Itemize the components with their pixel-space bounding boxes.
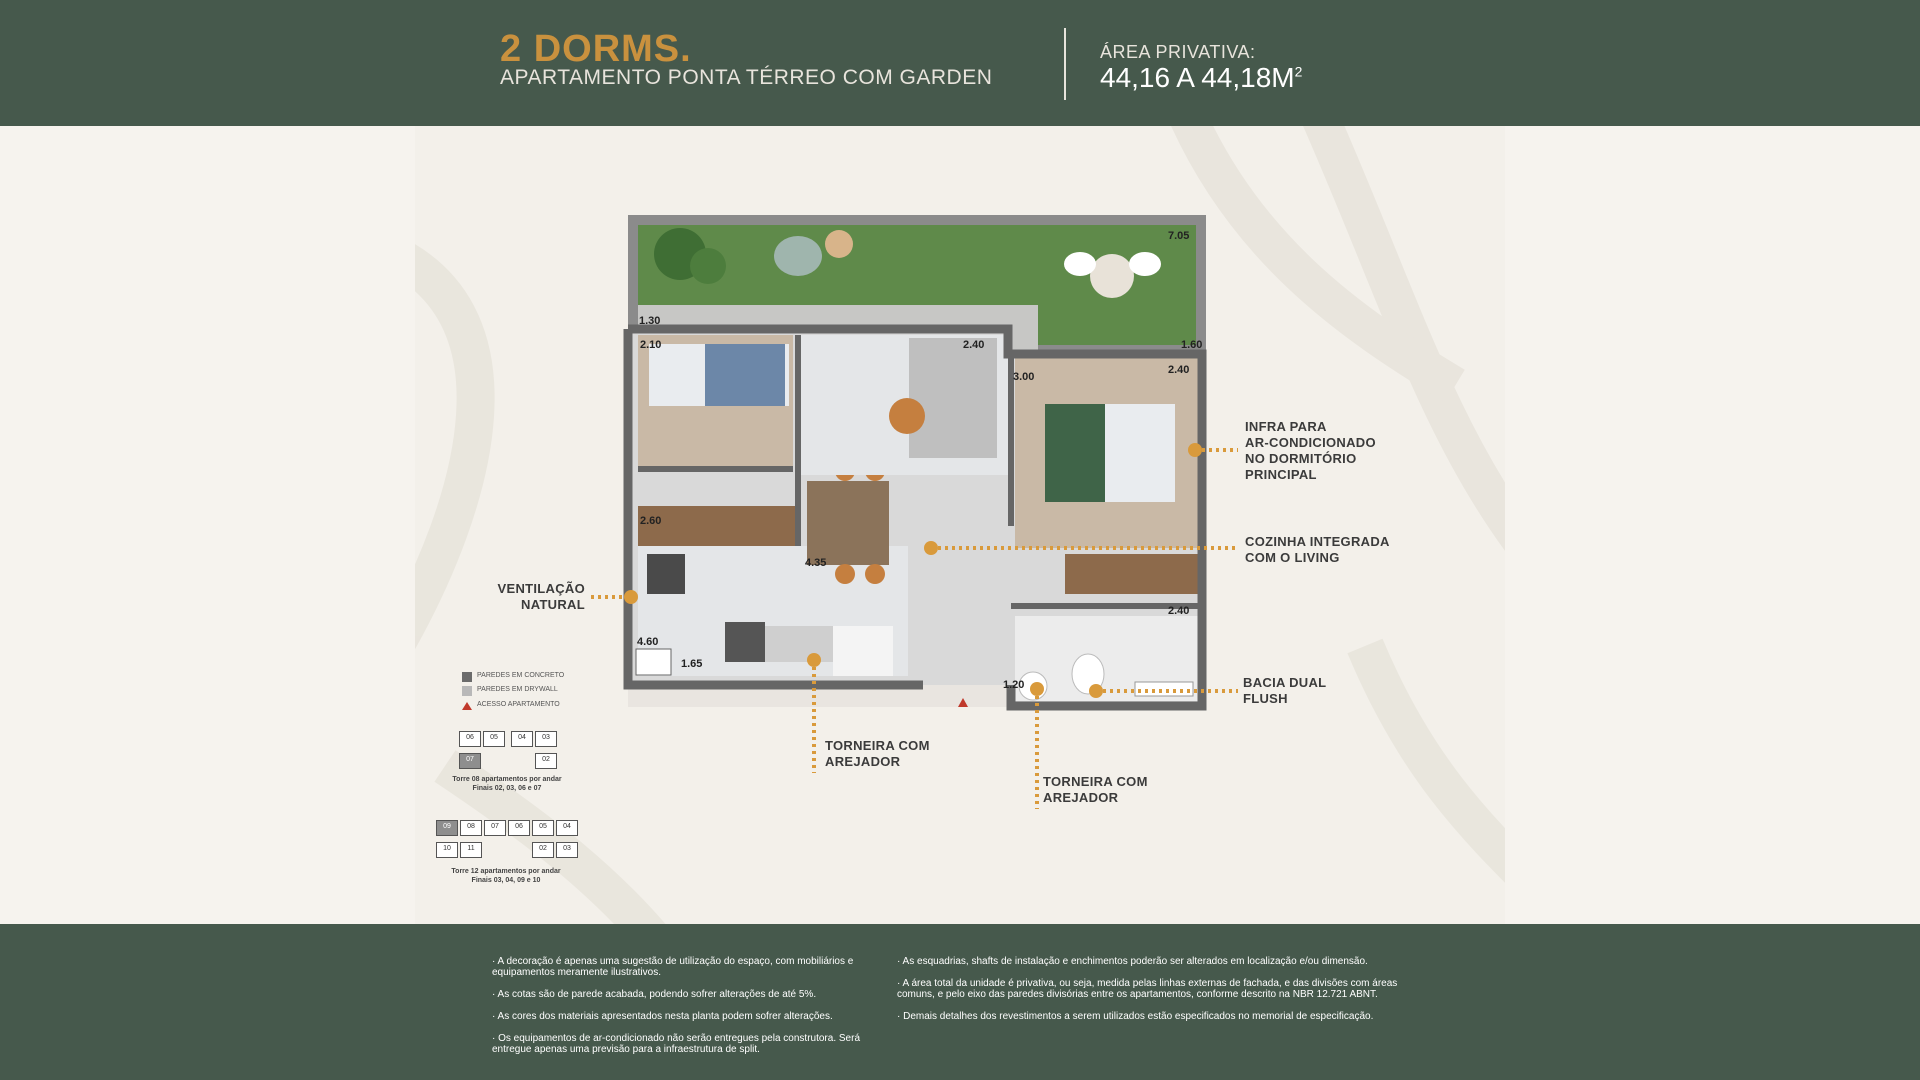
callout-kitchen-integrated [1245,534,1390,566]
callout-line: COZINHA INTEGRADA [1245,534,1390,549]
callout-line: AREJADOR [1043,790,1119,805]
area-value [1100,62,1302,94]
callout-line: TORNEIRA COM [1043,774,1148,789]
note-left-2: · As cotas são de parede acabada, podendo sofrer alterações de até 5%. [492,989,817,1000]
dim-garden-width: 7.05 [1168,230,1190,242]
legend-drywall-label: PAREDES EM DRYWALL [477,686,558,693]
header-divider [1064,28,1066,100]
dim-kitchen-width: 4.60 [637,636,659,648]
callout-ac-infra [1245,419,1376,483]
dim-master-width: 2.40 [1168,364,1190,376]
tower12-unit: 06 [508,820,530,836]
callout-dual-flush [1243,675,1326,707]
tower12-unit: 11 [460,842,482,858]
callout-line: PRINCIPAL [1245,467,1317,482]
callout-line: COM O LIVING [1245,550,1340,565]
note-right-1: · As esquadrias, shafts de instalação e enchimentos poderão ser alterados em localização e/ou dimensão. [897,956,1368,967]
legend-access-swatch [462,702,472,710]
dim-kitchen-depth: 1.65 [681,658,703,670]
callout-dot-kitchen [924,541,938,555]
tower12-unit: 10 [436,842,458,858]
tower08-unit: 05 [483,731,505,747]
tower12-unit: 04 [556,820,578,836]
note-right-2: · A área total da unidade é privativa, ou seja, medida pelas linhas externas de fachada, e das divisões com áreas comuns, e pelo eixo das paredes divisórias entre os apartamentos, conforme descrito na NBR 12.721 ABNT. [897,978,1398,1000]
tower12-unit: 09 [436,820,458,836]
callout-dot-ventilation [624,590,638,604]
callout-faucet-bath [1043,774,1148,806]
area-label: ÁREA PRIVATIVA: [1100,42,1256,62]
callout-line: BACIA DUAL [1243,675,1327,690]
tower12-unit: 03 [556,842,578,858]
callout-line: INFRA PARA [1245,419,1327,434]
callout-dot-toilet [1089,684,1103,698]
tower12-unit: 07 [484,820,506,836]
tower12-unit: 02 [532,842,554,858]
tower12-caption-1: Torre 12 apartamentos por andar [451,868,561,875]
dim-bed2-depth: 2.60 [640,515,662,527]
callout-natural-ventilation [475,581,585,613]
tower08-unit: 03 [535,731,557,747]
area-value-text: 44,16 A 44,18M [1100,62,1295,93]
callout-line: TORNEIRA COM [825,738,930,753]
living [798,335,1008,475]
dim-living-width: 2.40 [963,339,985,351]
tower08-unit: 06 [459,731,481,747]
tower08-caption-2: Finais 02, 03, 06 e 07 [472,785,542,792]
legend-concrete-label: PAREDES EM CONCRETO [477,672,565,679]
callout-line: NO DORMITÓRIO [1245,451,1357,466]
callout-dot-faucet-bath [1030,682,1044,696]
floor-plan-panel [415,126,1505,924]
dim-master-depth: 3.00 [1013,371,1035,383]
dim-bed2-width: 2.10 [640,339,662,351]
callout-line: AREJADOR [825,754,901,769]
note-left-1: · A decoração é apenas uma sugestão de utilização do espaço, com mobiliários e equipamentos meramente ilustrativos. [492,956,854,978]
tower12-caption-2: Finais 03, 04, 09 e 10 [471,877,541,884]
note-left-4: · Os equipamentos de ar-condicionado não serão entregues pela construtora. Será entregue apenas uma previsão para a infraestrutura de split. [492,1033,861,1055]
callout-line: VENTILAÇÃO [497,581,585,596]
floor-plan-drawing [415,126,1505,924]
callout-faucet-kitchen [825,738,930,770]
dim-dining-depth: 4.35 [805,557,827,569]
callout-dot-ac [1188,443,1202,457]
legend-drywall-swatch [462,686,472,696]
tower12-unit: 08 [460,820,482,836]
tower12-unit: 05 [532,820,554,836]
dim-garden-depth: 1.30 [639,315,661,327]
area-unit-sup: 2 [1294,63,1303,80]
page-subtitle: APARTAMENTO PONTA TÉRREO COM GARDEN [500,66,993,89]
callout-line: NATURAL [521,597,585,612]
tower08-unit: 07 [459,753,481,769]
dim-bath-depth: 1.20 [1003,679,1025,691]
note-left-3: · As cores dos materiais apresentados nesta planta podem sofrer alterações. [492,1011,833,1022]
callout-line: FLUSH [1243,691,1288,706]
notes-band [0,924,1920,1080]
legend-access-label: ACESSO APARTAMENTO [477,701,560,708]
legend-concrete-swatch [462,672,472,682]
dim-right-wall: 1.60 [1181,339,1203,351]
page-title: 2 DORMS. [500,28,692,70]
bedroom-2 [638,335,798,546]
dim-bath-width: 2.40 [1168,605,1190,617]
note-right-3: · Demais detalhes dos revestimentos a serem utilizados estão especificados no memorial de especificação. [897,1011,1374,1022]
header-band [0,0,1920,126]
callout-dot-faucet-kitchen [807,653,821,667]
tower08-unit: 04 [511,731,533,747]
tower08-unit: 02 [535,753,557,769]
callout-line: AR-CONDICIONADO [1245,435,1376,450]
tower08-caption-1: Torre 08 apartamentos por andar [452,776,562,783]
